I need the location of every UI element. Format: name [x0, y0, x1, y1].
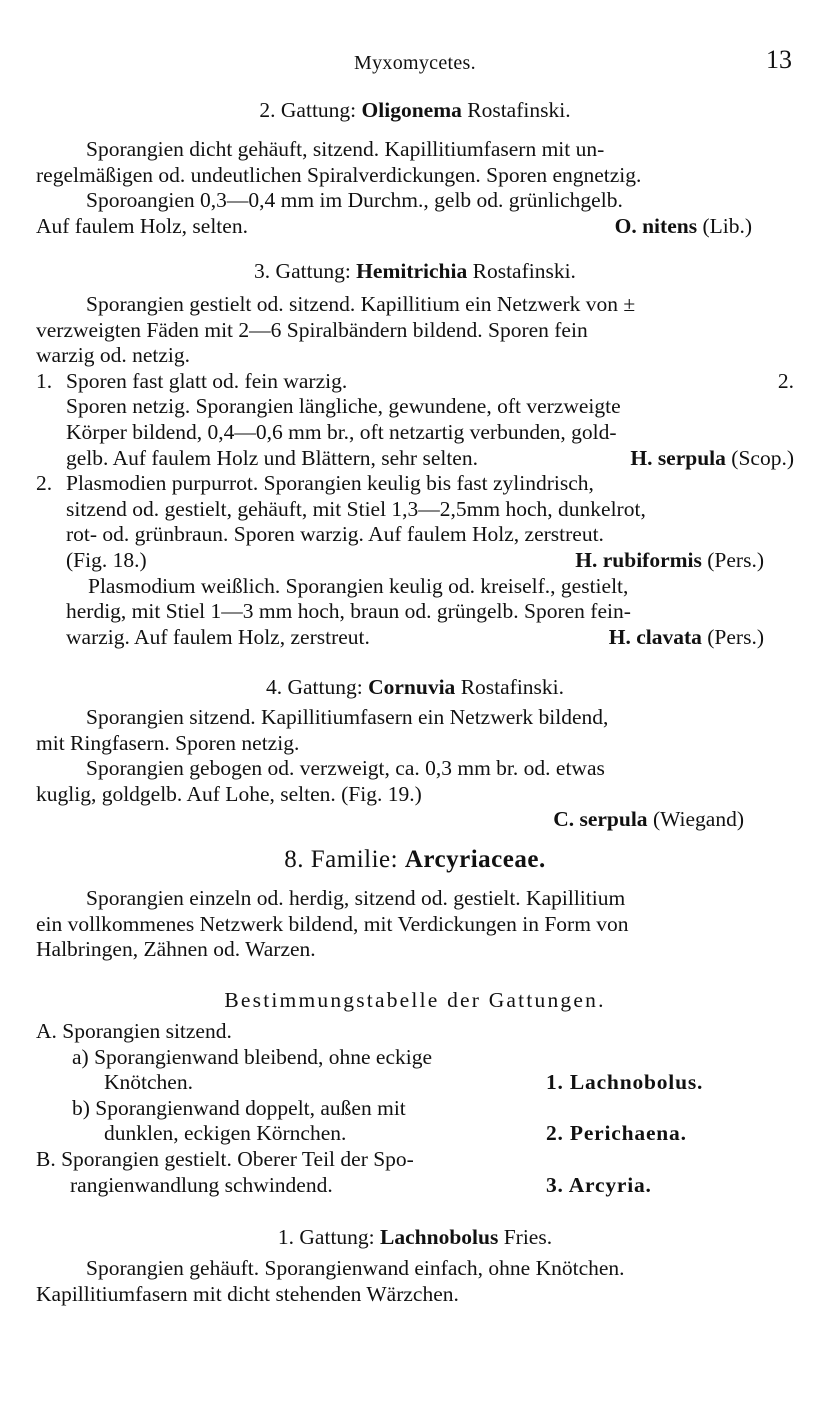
- species-name: H. rubiformis: [575, 547, 702, 572]
- running-title: Myxomycetes.: [354, 52, 476, 74]
- key-2-alt: Plasmodium weißlich. Sporangien keulig od. kreiself., gestielt, herdig, mit Stiel 1—3 mm hoch, braun od. grüngelb. Sporen fein- warzig. Auf faulem Holz, zerstreut. H. clavata (Pers.): [66, 573, 764, 649]
- key-a2: b) Sporangienwand doppelt, außen mit dunklen, eckigen Körnchen. 2. Perichaena.: [72, 1095, 687, 1146]
- key-a1: a) Sporangienwand bleibend, ohne eckige Knötchen. 1. Lachnobolus.: [72, 1044, 704, 1095]
- key-result: 2. Perichaena.: [546, 1121, 687, 1146]
- genus-name: Cornuvia: [368, 675, 456, 699]
- key-1-alt: Sporen netzig. Sporangien längliche, gewundene, oft verzweigte Körper bildend, 0,4—0,6 mm br., oft netzartig verbunden, gold- gelb. Auf faulem Holz und Blättern, sehr selten. H. serpula (Scop.): [66, 394, 794, 470]
- oligonema-description: Sporangien dicht gehäuft, sitzend. Kapillitiumfasern mit un- regelmäßigen od. undeutlichen Spiralverdickungen. Sporen engnetzig. Sporoangien 0,3—0,4 mm im Durchm., gelb od. grünlichgelb. Auf faulem Holz, selten. O. nitens (Lib.): [36, 137, 794, 239]
- lachnobolus-description: Sporangien gehäuft. Sporangienwand einfach, ohne Knötchen. Kapillitiumfasern mit dicht stehenden Wärzchen.: [36, 1256, 625, 1306]
- key-table-title: Bestimmungstabelle der Gattungen.: [224, 988, 606, 1012]
- key-b: B. Sporangien gestielt. Oberer Teil der Spo- rangienwandlung schwindend. 3. Arcyria.: [36, 1146, 652, 1197]
- family-name: Arcyriaceae.: [404, 846, 546, 873]
- species-line: Auf faulem Holz, selten. O. nitens (Lib.): [36, 213, 752, 238]
- species-name: O. nitens: [614, 213, 698, 238]
- family-heading: 8. Familie: Arcyriaceae.: [284, 846, 546, 873]
- heading-hemitrichia: 3. Gattung: Hemitrichia Rostafinski.: [254, 259, 576, 283]
- key-a: A. Sporangien sitzend.: [36, 1019, 232, 1043]
- heading-cornuvia: 4. Gattung: Cornuvia Rostafinski.: [265, 675, 565, 699]
- family-description: Sporangien einzeln od. herdig, sitzend od. gestielt. Kapillitium ein vollkommenes Netzwerk bildend, mit Verdickungen in Form von Halbringen, Zähnen od. Warzen.: [36, 886, 629, 962]
- species-line: C. serpula (Wiegand): [553, 807, 744, 832]
- species-name: H. clavata: [608, 624, 702, 649]
- key-result: 1. Lachnobolus.: [546, 1070, 704, 1095]
- genus-name: Lachnobolus: [380, 1225, 499, 1249]
- cornuvia-description: Sporangien sitzend. Kapillitiumfasern ein Netzwerk bildend, mit Ringfasern. Sporen netzig. Sporangien gebogen od. verzweigt, ca. 0,3 mm br. od. etwas kuglig, goldgelb. Auf Lohe, selten. (Fig. 19.) C. serpula (Wiegand): [36, 705, 794, 833]
- heading-lachnobolus: 1. Gattung: Lachnobolus Fries.: [277, 1225, 553, 1249]
- key-table: [36, 1019, 794, 1198]
- species-name: C. serpula: [553, 807, 648, 832]
- page-number: 13: [766, 45, 792, 74]
- genus-name: Oligonema: [361, 98, 462, 122]
- species-name: H. serpula: [630, 445, 726, 470]
- running-header: [36, 47, 794, 77]
- hemitrichia-description: Sporangien gestielt od. sitzend. Kapillitium ein Netzwerk von ± verzweigten Fäden mit 2—6 Spiralbändern bildend. Sporen fein warzig od. netzig. 1. Sporen fast glatt od. fein warzig. 2. Sporen netzig. Sporangien längliche, gewundene, oft verzweigte Körper bildend, 0,4—0,6 mm br., oft netzartig verbunden, gold- gelb. Auf faulem Holz und Blättern, sehr selten. H. serpula (Scop.) 2. Plasmodien purpurrot. Sporangien keulig bis fast zylindrisch, sitzend od. gestielt, gehäuft, mit Stiel 1,3—2,5mm hoch, dunkelrot, rot- od. grünbraun. Sporen warzig. Auf faulem Holz, zerstreut. (Fig. 18.) H. rubiformis (Pers.) Plasmodium weißlich. Sporangien keulig od. kreiself., gestielt, herdig, mit Stiel 1—3 mm hoch, braun od. grüngelb. Sporen fein- warzig. Auf faulem Holz, zerstreut. H. clavata (Pers.): [36, 292, 794, 649]
- key-2: 2. Plasmodien purpurrot. Sporangien keulig bis fast zylindrisch, sitzend od. gestielt, gehäuft, mit Stiel 1,3—2,5mm hoch, dunkelrot, rot- od. grünbraun. Sporen warzig. Auf faulem Holz, zerstreut. (Fig. 18.) H. rubiformis (Pers.): [36, 471, 764, 572]
- heading-oligonema: 2. Gattung: Oligonema Rostafinski.: [259, 98, 571, 122]
- key-1: 1. Sporen fast glatt od. fein warzig. 2.: [36, 368, 794, 393]
- key-result: 3. Arcyria.: [546, 1172, 652, 1197]
- genus-name: Hemitrichia: [356, 259, 468, 283]
